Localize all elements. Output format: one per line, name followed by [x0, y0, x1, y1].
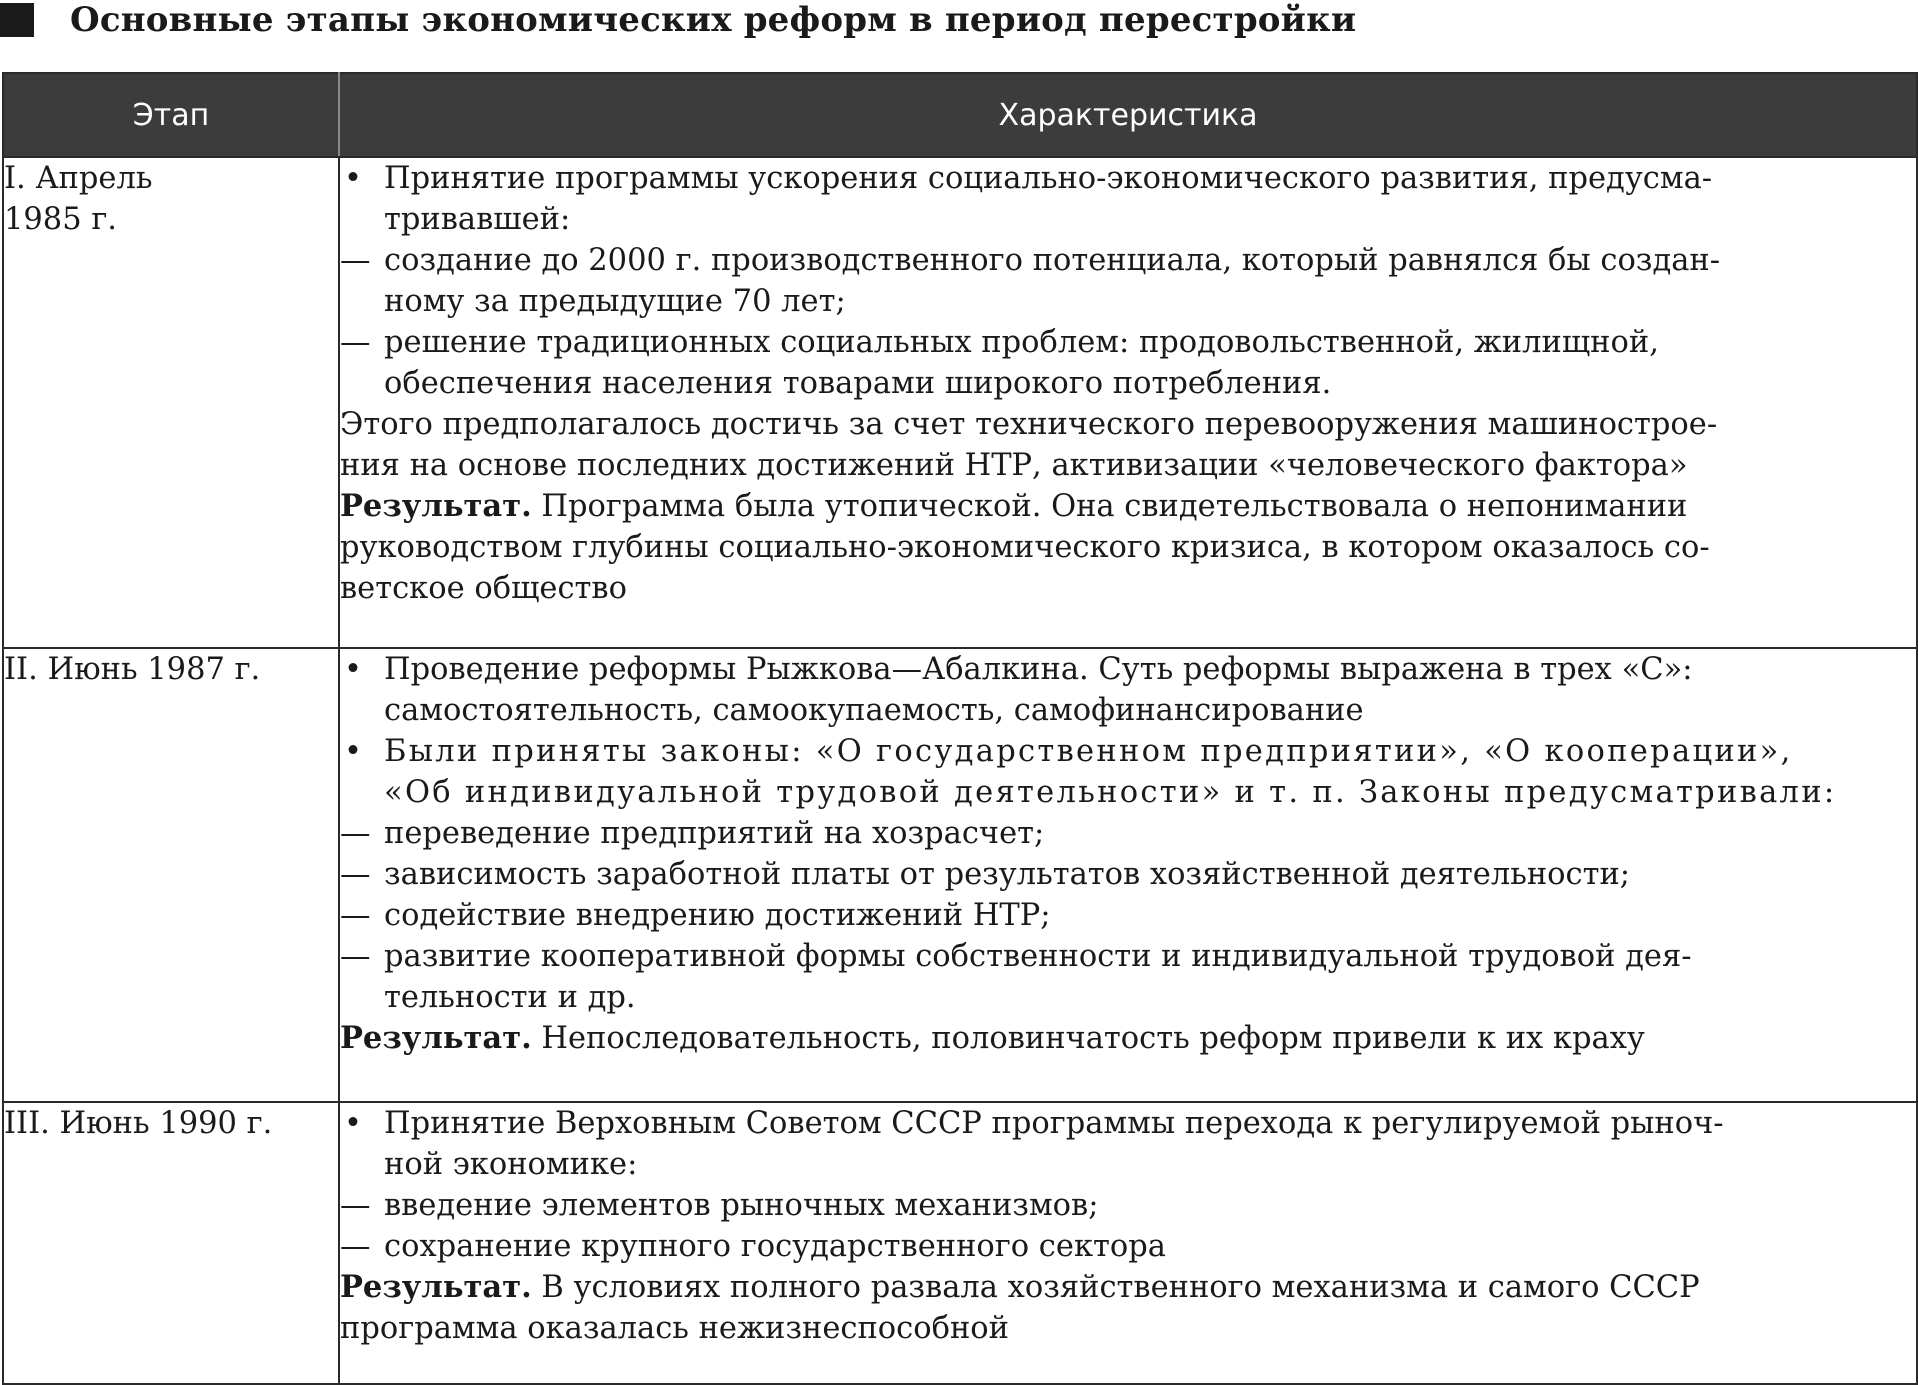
list-item-continuation: «Об индивидуальной трудовой деятельности» и т. п. Законы предусматривали:	[384, 774, 1837, 810]
list-item: • Принятие Верховным Советом СССР программы перехода к регулируемой рыноч-	[340, 1103, 1916, 1144]
stage-cell	[3, 157, 339, 648]
bullet-icon: •	[344, 733, 365, 769]
bullet-icon: •	[344, 1106, 362, 1142]
list-item: • Были приняты законы: «О государственном предприятии», «О кооперации»,	[340, 731, 1916, 772]
list-item: — решение традиционных социальных проблем: продовольственной, жилищной,	[340, 322, 1916, 363]
dash-icon: —	[340, 325, 371, 360]
stage-label: 1985 г.	[4, 202, 117, 237]
dash-icon: —	[340, 1229, 371, 1265]
list-item-continuation: обеспечения населения товарами широкого потребления.	[384, 366, 1332, 401]
reforms-table	[2, 72, 1918, 1385]
list-item-continuation: тривавшей:	[384, 202, 571, 237]
result-label: Результат.	[340, 1019, 532, 1056]
bullet-icon: •	[344, 651, 362, 687]
result-label: Результат.	[340, 488, 532, 524]
page-title: Основные этапы экономических реформ в период перестройки	[70, 0, 1357, 40]
list-item: — переведение предприятий на хозрасчет;	[340, 813, 1916, 854]
stage-cell	[3, 648, 339, 1103]
list-item: — зависимость заработной платы от результатов хозяйственной деятельности;	[340, 854, 1916, 895]
result-line: ветское общество	[340, 571, 627, 606]
dash-icon: —	[340, 243, 371, 278]
characteristic-cell	[339, 1102, 1917, 1384]
dash-icon: —	[340, 938, 371, 974]
table-header-row	[3, 73, 1917, 157]
result-line: руководством глубины социально-экономического кризиса, в котором оказалось со-	[340, 530, 1710, 565]
list-item: — введение элементов рыночных механизмов;	[340, 1185, 1916, 1226]
dash-icon: —	[340, 1188, 371, 1224]
list-item-continuation: ному за предыдущие 70 лет;	[384, 284, 846, 319]
result-line: Результат. Программа была утопической. Она свидетельствовала о непонимании	[340, 488, 1688, 524]
characteristic-cell	[339, 648, 1917, 1103]
black-square-icon	[0, 3, 34, 37]
table-row	[3, 1102, 1917, 1384]
list-item: • Принятие программы ускорения социально-экономического развития, предусма-	[340, 158, 1916, 199]
table-row	[3, 648, 1917, 1103]
result-line: программа оказалась нежизнеспособной	[340, 1311, 1009, 1347]
result-line: Результат. В условиях полного развала хозяйственного механизма и самого СССР	[340, 1269, 1700, 1306]
list-item: — содействие внедрению достижений НТР;	[340, 895, 1916, 936]
paragraph-line: ния на основе последних достижений НТР, активизации «человеческого фактора»	[340, 448, 1688, 483]
paragraph-line: Этого предполагалось достичь за счет технического перевооружения машинострое-	[340, 407, 1718, 442]
page-title-bar	[0, 0, 1918, 40]
stage-cell	[3, 1102, 339, 1384]
table-row	[3, 157, 1917, 648]
stage-label: I. Апрель	[4, 161, 153, 196]
stage-label: III. Июнь 1990 г.	[4, 1106, 273, 1142]
list-item: — создание до 2000 г. производственного потенциала, который равнялся бы создан-	[340, 240, 1916, 281]
result-label: Результат.	[340, 1269, 532, 1306]
stage-label: II. Июнь 1987 г.	[4, 651, 261, 687]
result-line: Результат. Непоследовательность, половинчатость реформ привели к их краху	[340, 1019, 1645, 1056]
dash-icon: —	[340, 897, 371, 933]
bullet-icon: •	[344, 161, 362, 196]
list-item-continuation: тельности и др.	[384, 979, 636, 1015]
list-item: — сохранение крупного государственного сектора	[340, 1226, 1916, 1267]
header-stage: Этап	[3, 73, 339, 157]
dash-icon: —	[340, 856, 371, 892]
list-item-continuation: самостоятельность, самоокупаемость, самофинансирование	[384, 692, 1364, 728]
list-item: — развитие кооперативной формы собственности и индивидуальной трудовой дея-	[340, 936, 1916, 977]
characteristic-cell	[339, 157, 1917, 648]
list-item: • Проведение реформы Рыжкова—Абалкина. Суть реформы выражена в трех «С»:	[340, 649, 1916, 690]
list-item-continuation: ной экономике:	[384, 1147, 638, 1183]
header-characteristic: Характеристика	[339, 73, 1917, 157]
dash-icon: —	[340, 815, 371, 851]
